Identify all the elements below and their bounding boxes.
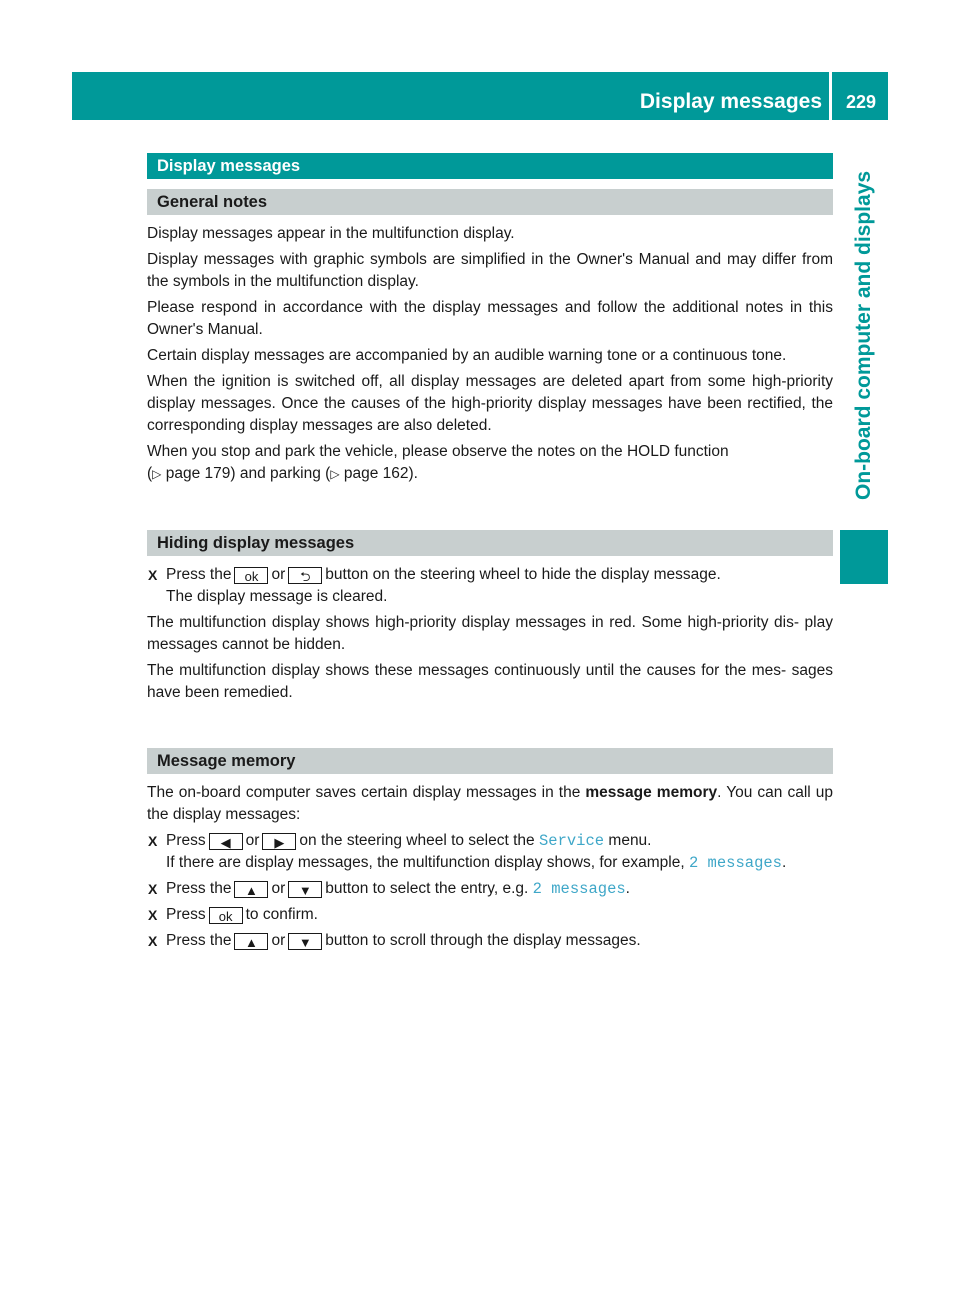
text: Press the [166,932,232,949]
subsection-title-general-notes: General notes [147,189,833,215]
text: or [271,880,286,897]
left-key-icon: ◀ [209,833,243,850]
paragraph: Display messages with graphic symbols are simplified in the Owner's Manual and may differ from the symbols in the multifunction display. [147,251,833,290]
page-ref-arrow-icon: ▷ [330,467,340,481]
page-ref-link[interactable]: page 179) and parking ( [161,465,331,482]
text: . [625,880,630,897]
instruction-step [147,830,833,874]
step-marker-icon: X [148,933,158,949]
page-number: 229 [845,92,877,112]
section-title: Display messages [147,153,833,179]
subsection-title-message-memory: Message memory [147,748,833,774]
text: or [271,566,286,583]
right-key-icon: ▶ [262,833,296,850]
step-marker-icon: X [148,907,158,923]
page-header-bar [72,72,888,120]
back-key-icon: ⮌ [288,567,322,584]
page-ref-link[interactable]: page 162). [339,465,418,482]
page-content [147,153,833,956]
subsection-title-hiding: Hiding display messages [147,530,833,556]
text: Press the [166,880,232,897]
display-text-2-messages: 2 messages [688,854,782,872]
text: Press the [166,566,232,583]
text: . You can call up the display messages: [147,784,833,823]
instruction-step [147,904,833,926]
down-key-icon: ▼ [288,933,322,950]
paragraph: When the ignition is switched off, all display messages are deleted apart from some high-priority display messages. Once the causes of the high-priority display messages have been rectified, the corresponding display messages are also deleted. [147,373,833,434]
step-result: The display message is cleared. [166,588,388,605]
text: button to scroll through the display messages. [325,932,641,949]
paragraph: The multifunction display shows these messages continuously until the causes for the mes- sages have been remedied. [147,662,833,701]
paragraph-hold-note [147,441,833,485]
text: or [245,832,260,849]
chapter-side-label: On-board computer and displays [852,170,875,500]
text: button on the steering wheel to hide the display message. [325,566,721,583]
step-marker-icon: X [148,833,158,849]
step-marker-icon: X [148,567,158,583]
text: . [781,854,787,871]
chapter-side-marker [840,530,888,584]
display-text-service: Service [538,832,605,850]
display-text-2-messages: 2 messages [532,880,626,898]
text: Press [166,906,206,923]
step-result: If there are display messages, the multifunction display shows, for example, [166,854,685,871]
text: Press [166,832,206,849]
page-ref-arrow-icon: ▷ [152,467,162,481]
ok-key-icon: ok [234,567,268,584]
text: menu. [608,832,652,849]
text: When you stop and park the vehicle, please observe the notes on the HOLD function [147,443,729,460]
text: The on-board computer saves certain display messages in the [147,784,581,801]
text: button to select the entry, e.g. [325,880,529,897]
text: to confirm. [245,906,318,923]
down-key-icon: ▼ [288,881,322,898]
page-header-title: Display messages [639,90,822,113]
text: ( [147,465,153,482]
step-marker-icon: X [148,881,158,897]
paragraph: Please respond in accordance with the display messages and follow the additional notes in this Owner's Manual. [147,299,833,338]
paragraph: Certain display messages are accompanied by an audible warning tone or a continuous tone. [147,347,787,364]
header-divider [829,72,832,120]
instruction-step [147,930,833,952]
instruction-step [147,878,833,900]
paragraph: The multifunction display shows high-priority display messages in red. Some high-priority dis- play messages cannot be hidden. [147,614,833,653]
up-key-icon: ▲ [234,933,268,950]
emphasis-text: message memory [585,784,718,801]
paragraph-memory-intro [147,782,833,826]
text: on the steering wheel to select the [299,832,535,849]
up-key-icon: ▲ [234,881,268,898]
paragraph: Display messages appear in the multifunction display. [147,225,515,242]
instruction-step [147,564,833,608]
ok-key-icon: ok [209,907,243,924]
text: or [271,932,286,949]
